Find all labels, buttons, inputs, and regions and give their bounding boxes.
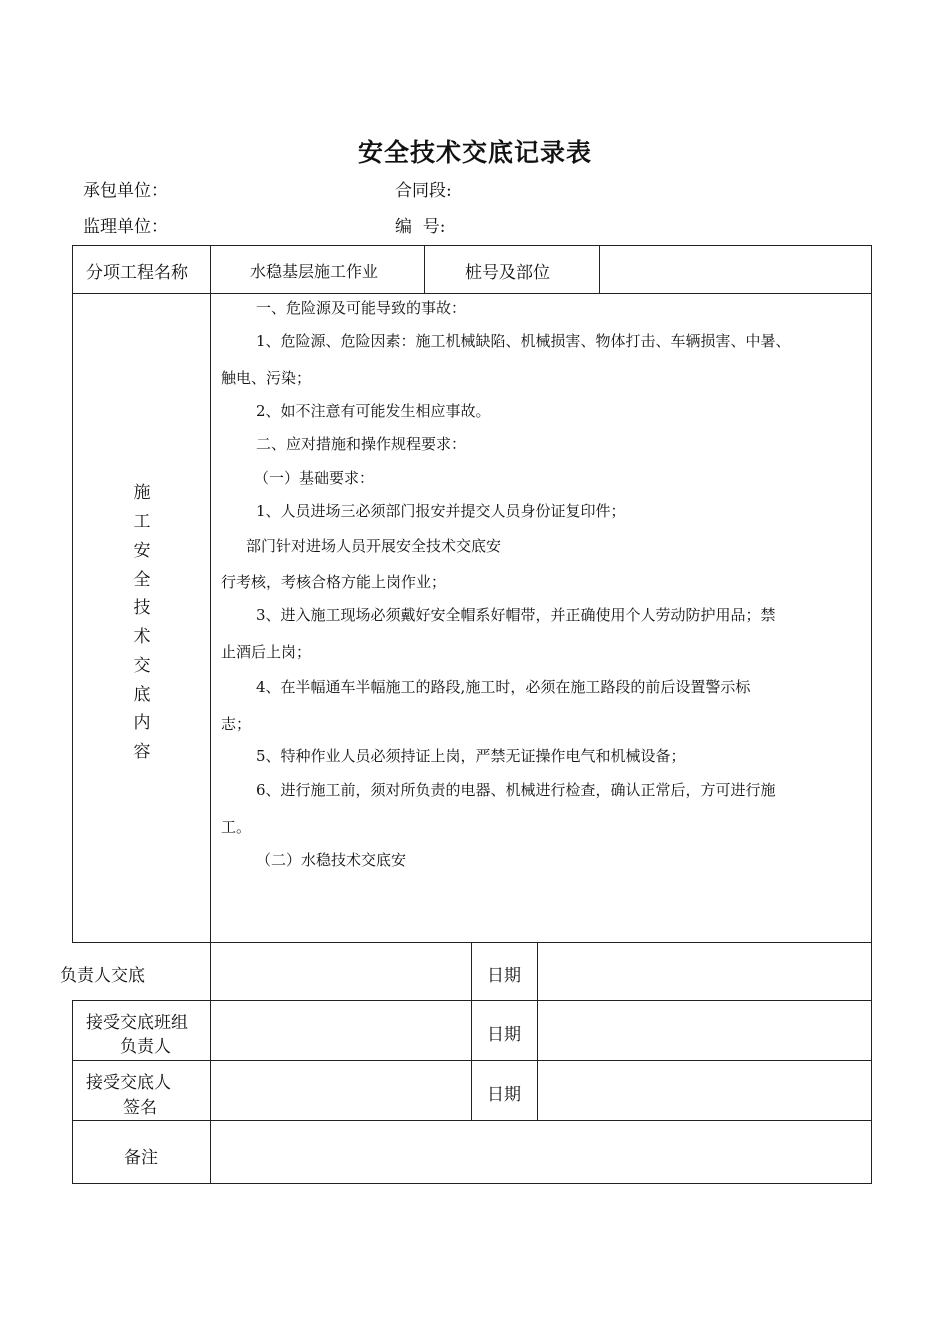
content-label-char: 术 bbox=[133, 627, 151, 647]
team-leader-label-line2: 负责人 bbox=[120, 1037, 171, 1057]
team-leader-label: 接受交底班组 bbox=[86, 1013, 188, 1033]
table-divider bbox=[471, 942, 472, 1120]
content-label-char: 安 bbox=[133, 541, 151, 561]
content-line: 志； bbox=[221, 715, 252, 733]
content-line: 行考核，考核合格方能上岗作业； bbox=[221, 573, 447, 591]
supervisor-label: 监理单位： bbox=[83, 217, 168, 237]
date-label: 日期 bbox=[487, 966, 521, 986]
content-line: 部门针对进场人员开展安全技术交底安 bbox=[246, 537, 502, 555]
content-line: 止酒后上岗； bbox=[221, 643, 312, 661]
contractor-label: 承包单位： bbox=[83, 181, 168, 201]
table-border-top bbox=[72, 245, 872, 246]
table-divider bbox=[72, 1120, 872, 1121]
content-line: （二）水稳技术交底安 bbox=[256, 851, 407, 869]
content-label-char: 内 bbox=[133, 713, 151, 733]
content-line: 触电、污染； bbox=[221, 369, 312, 387]
table-divider bbox=[72, 293, 872, 294]
number-label: 编 号: bbox=[395, 217, 446, 237]
content-line: 6、进行施工前，须对所负责的电器、机械进行检查，确认正常后，方可进行施 bbox=[256, 781, 776, 799]
table-divider bbox=[72, 1000, 872, 1001]
recipient-label: 接受交底人 bbox=[86, 1073, 171, 1093]
content-label-char: 容 bbox=[133, 742, 151, 762]
content-line: 4、在半幅通车半幅施工的路段,施工时，必须在施工路段的前后设置警示标 bbox=[256, 678, 751, 696]
table-divider bbox=[424, 245, 425, 293]
table-divider bbox=[72, 942, 872, 943]
content-label-char: 全 bbox=[133, 570, 151, 590]
content-line: 2、如不注意有可能发生相应事故。 bbox=[256, 402, 491, 420]
project-name-label: 分项工程名称 bbox=[86, 263, 188, 283]
responsible-person-label: 负责人交底 bbox=[60, 966, 145, 986]
table-divider bbox=[599, 245, 600, 293]
project-name-value: 水稳基层施工作业 bbox=[250, 262, 379, 281]
content-label-char: 技 bbox=[133, 598, 151, 618]
content-line: 二、应对措施和操作规程要求： bbox=[256, 435, 467, 453]
page-title: 安全技术交底记录表 bbox=[357, 138, 592, 167]
date-label: 日期 bbox=[487, 1085, 521, 1105]
content-line: （一）基础要求： bbox=[254, 469, 375, 487]
table-border-left bbox=[72, 245, 73, 942]
content-line: 1、危险源、危险因素：施工机械缺陷、机械损害、物体打击、车辆损害、中暑、 bbox=[256, 332, 791, 350]
content-label-char: 施 bbox=[133, 483, 151, 503]
station-label: 桩号及部位 bbox=[465, 263, 550, 283]
content-label-char: 底 bbox=[133, 685, 151, 705]
table-divider bbox=[210, 245, 211, 1184]
recipient-label-line2: 签名 bbox=[123, 1098, 157, 1118]
date-label: 日期 bbox=[487, 1025, 521, 1045]
content-line: 工。 bbox=[221, 818, 252, 836]
table-border-left bbox=[72, 1000, 73, 1184]
contract-section-label: 合同段: bbox=[395, 181, 452, 201]
content-line: 一、危险源及可能导致的事故： bbox=[256, 299, 467, 317]
table-divider bbox=[72, 1060, 872, 1061]
table-border-bottom bbox=[72, 1183, 872, 1184]
content-line: 5、特种作业人员必须持证上岗，严禁无证操作电气和机械设备； bbox=[256, 747, 686, 765]
content-line: 1、人员进场三必须部门报安并提交人员身份证复印件； bbox=[256, 502, 626, 520]
content-line: 3、进入施工现场必须戴好安全帽系好帽带，并正确使用个人劳动防护用品；禁 bbox=[256, 606, 776, 624]
table-border-right bbox=[871, 245, 872, 1184]
content-label-char: 工 bbox=[133, 512, 151, 532]
remarks-label: 备注 bbox=[124, 1148, 158, 1168]
content-label-char: 交 bbox=[133, 656, 151, 676]
table-divider bbox=[537, 942, 538, 1120]
